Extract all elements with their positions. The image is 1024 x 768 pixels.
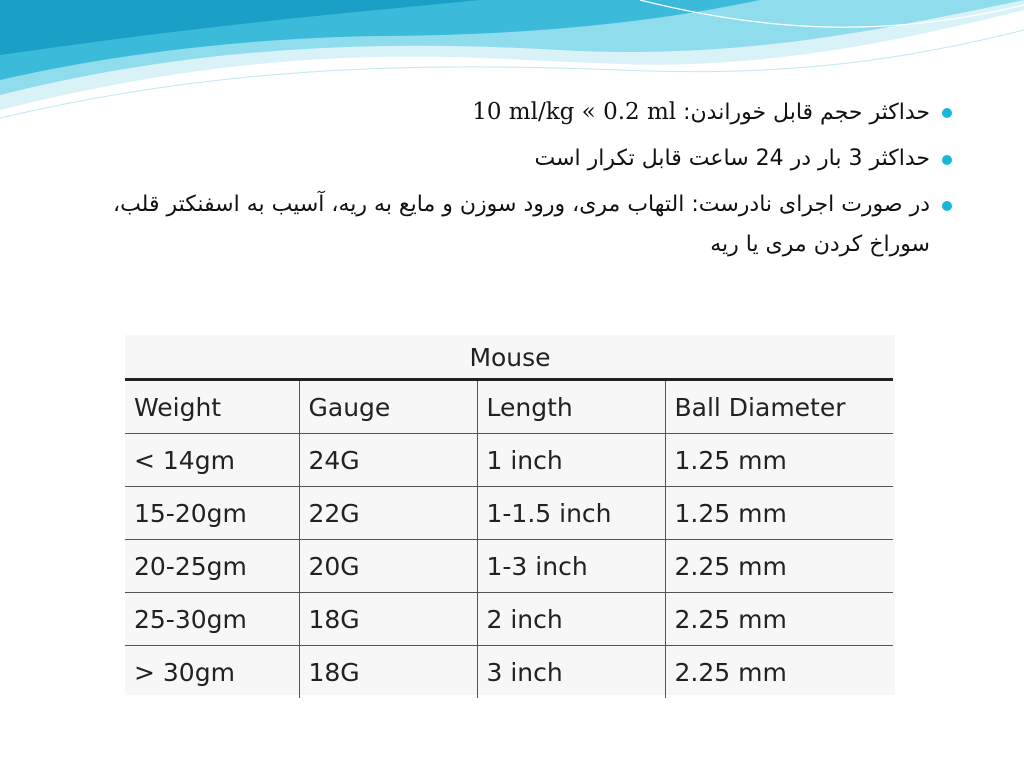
cell-gauge: 22G — [299, 487, 477, 540]
column-header-weight: Weight — [125, 381, 299, 434]
cell-ball-diameter: 2.25 mm — [665, 540, 893, 593]
bullet-dot-icon — [942, 108, 952, 118]
table-row — [125, 434, 893, 487]
table-row — [125, 487, 893, 540]
table-row — [125, 646, 893, 699]
bullet-dot-icon — [942, 201, 952, 211]
bullet-max-repeats — [48, 139, 930, 179]
cell-weight: 15-20gm — [125, 487, 299, 540]
bullet-value-ml: 0.2 ml — [603, 99, 677, 125]
column-header-length: Length — [477, 381, 665, 434]
cell-gauge: 18G — [299, 646, 477, 699]
cell-ball-diameter: 1.25 mm — [665, 487, 893, 540]
bullet-max-volume — [48, 92, 930, 133]
column-header-ball-diameter: Ball Diameter — [665, 381, 893, 434]
bullet-complications — [48, 185, 930, 265]
bullet-text: حداکثر 3 بار در 24 ساعت قابل تکرار است — [534, 146, 930, 171]
cell-gauge: 18G — [299, 593, 477, 646]
cell-ball-diameter: 2.25 mm — [665, 593, 893, 646]
mouse-gavage-table — [125, 335, 895, 695]
cell-ball-diameter: 1.25 mm — [665, 434, 893, 487]
cell-weight: 20-25gm — [125, 540, 299, 593]
cell-length: 1-1.5 inch — [477, 487, 665, 540]
cell-gauge: 20G — [299, 540, 477, 593]
bullet-dot-icon — [942, 155, 952, 165]
cell-gauge: 24G — [299, 434, 477, 487]
table-grid — [125, 381, 893, 698]
cell-weight: 25-30gm — [125, 593, 299, 646]
cell-weight: > 30gm — [125, 646, 299, 699]
cell-length: 3 inch — [477, 646, 665, 699]
cell-ball-diameter: 2.25 mm — [674, 657, 787, 687]
bullet-text: حداکثر حجم قابل خوراندن: — [676, 100, 930, 125]
cell-length: 1-3 inch — [477, 540, 665, 593]
table-row — [125, 540, 893, 593]
bullet-text: در صورت اجرای نادرست: التهاب مری، ورود سوزن و مایع به ریه، آسیب به اسفنکتر قلب، سوراخ کردن مری یا ریه — [112, 192, 930, 257]
cell-length: 2 inch — [477, 593, 665, 646]
column-header-gauge: Gauge — [299, 381, 477, 434]
bullet-separator: « — [574, 99, 604, 125]
table-row — [125, 593, 893, 646]
table-header-row — [125, 381, 893, 434]
cell-weight: < 14gm — [125, 434, 299, 487]
bullet-list — [48, 92, 930, 271]
bullet-value-mlkg: 10 ml/kg — [472, 99, 575, 125]
cell-length: 1 inch — [477, 434, 665, 487]
table-title: Mouse — [469, 343, 551, 372]
